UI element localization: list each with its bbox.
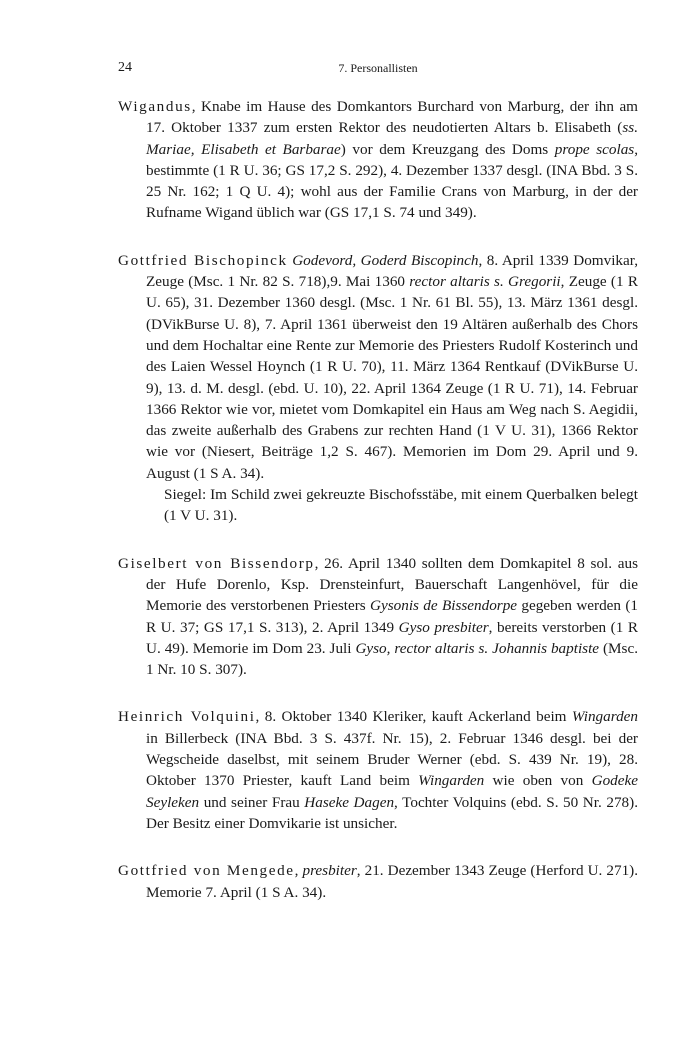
entry-gottfried-bischopinck: [118, 250, 638, 527]
entry-gottfried-von-mengede: [118, 860, 638, 903]
text-segment: , 21. Dezember 1343 Zeuge (Herford U. 271). Memorie 7. April (1 S A. 34).: [146, 862, 639, 901]
page-header: [118, 60, 638, 80]
seal-description: Siegel: Im Schild zwei gekreuzte Bischofsstäbe, mit einem Querbalken belegt (1 V U. 31).: [164, 486, 638, 525]
italic-segment: Godevord, Goderd Biscopinch: [292, 251, 479, 269]
text-segment: , Zeuge (1 R U. 65), 31. Dezember 1360 desgl. (Msc. 1 Nr. 61 Bl. 55), 13. März 1361 desgl. (DVikBurse U. 8), 7. April 1361 überweist den 19 Altären außerhalb des Chors und dem Hochaltar eine Rente zur Memorie des Priesters Rudolf Kosterinch und des Laien Wessel Hoynch (1 R U. 70), 11. März 1364 Rentkauf (DVikBurse U. 9), 13. d. M. desgl. (ebd. U. 10), 22. April 1364 Zeuge (1 R U. 71), 14. Februar 1366 Rektor wie vor, mietet vom Domkapitel ein Haus am Weg nach S. Aegidii, das zweite außerhalb des Grabens zur rechten Hand (1 V U. 31), 1366 Rektor wie vor (Niesert, Beiträge 1,2 S. 467). Memorien im Dom 29. April und 9. August (1 S A. 34).: [146, 273, 638, 482]
entry-name: Wigandus: [118, 98, 192, 115]
entry-text: [118, 250, 639, 484]
page-number: 24: [118, 60, 132, 75]
text-segment: , 26. April 1340 sollten dem Domkapitel 8 sol. aus der Hufe Dorenlo, Ksp. Drensteinfurt, Bauerschaft Langenhövel, für die Memorie des verstorbenen Priesters: [146, 554, 638, 615]
italic-segment: prope scolas: [554, 140, 635, 158]
italic-segment: Haseke Dagen: [304, 793, 395, 811]
entry-name: Gottfried Bischopinck: [118, 251, 288, 269]
italic-segment: rector altaris s. Gregorii: [409, 273, 561, 291]
text-segment: , Knabe im Hause des Domkantors Burchard von Marburg, der ihn am 17. Oktober 1337 zum ersten Rektor des neudotierten Altars b. Elisabeth (: [146, 98, 638, 137]
entry-text: [118, 860, 639, 903]
text-segment: ,: [294, 862, 303, 880]
text-segment: gegeben werden (1 R U. 37; GS 17,1 S. 313), 2. April 1349: [146, 597, 639, 636]
text-segment: ) vor dem Kreuzgang des Doms: [340, 140, 555, 158]
entry-text: [118, 96, 638, 224]
italic-segment: Gyso, rector altaris s. Johannis baptiste: [355, 639, 600, 657]
italic-segment: ss. Mariae, Elisabeth et Barbarae: [146, 119, 638, 158]
entry-text: [118, 553, 639, 681]
text-segment: in Billerbeck (INA Bbd. 3 S. 437f. Nr. 15), 2. Februar 1346 desgl. bei der Wegscheide daselbst, mit seinem Bruder Werner (ebd. S. 439 Nr. 19), 28. Oktober 1370 Priester, kauft Land beim: [146, 729, 638, 790]
text-segment: , 8. Oktober 1340 Kleriker, kauft Ackerland beim: [255, 708, 572, 726]
text-segment: , bestimmte (1 R U. 36; GS 17,2 S. 292), 4. Dezember 1337 desgl. (INA Bbd. 3 S. 25 Nr. 162; 1 Q U. 4); wohl aus der Familie Crans von Marburg, in der der Rufname Wigand üblich war (GS 17,1 S. 74 und 349).: [146, 140, 638, 222]
entry-text: [118, 706, 638, 834]
italic-segment: Wingarden: [571, 708, 638, 726]
entry-name: Gottfried von Mengede: [118, 862, 295, 880]
entry-wigandus: [118, 96, 638, 224]
italic-segment: Godeke Seyleken: [146, 772, 638, 811]
entry-name: Heinrich Volquini: [118, 708, 256, 726]
italic-segment: Gysonis de Bissendorpe: [370, 597, 518, 615]
italic-segment: presbiter: [302, 862, 357, 880]
text-segment: , Tochter Volquins (ebd. S. 50 Nr. 278). Der Besitz einer Domvikarie ist unsicher.: [146, 793, 638, 832]
entry-name: Giselbert von Bissendorp: [118, 554, 315, 572]
text-segment: , bereits verstorben (1 R U. 49). Memorie im Dom 23. Juli: [146, 618, 638, 657]
entry-list: [118, 96, 638, 929]
italic-segment: Wingarden: [418, 772, 485, 790]
italic-segment: Gyso presbiter: [398, 618, 489, 636]
text-segment: und seiner Frau: [199, 793, 305, 811]
text-segment: wie oben von: [484, 772, 592, 790]
text-segment: , 8. April 1339 Domvikar, Zeuge (Msc. 1 Nr. 82 S. 718),9. Mai 1360: [146, 251, 639, 291]
text-segment: (Msc. 1 Nr. 10 S. 307).: [146, 639, 639, 679]
entry-heinrich-volquini: [118, 706, 638, 834]
running-head: 7. Personallisten: [338, 61, 418, 75]
entry-giselbert-von-bissendorp: [118, 553, 638, 681]
